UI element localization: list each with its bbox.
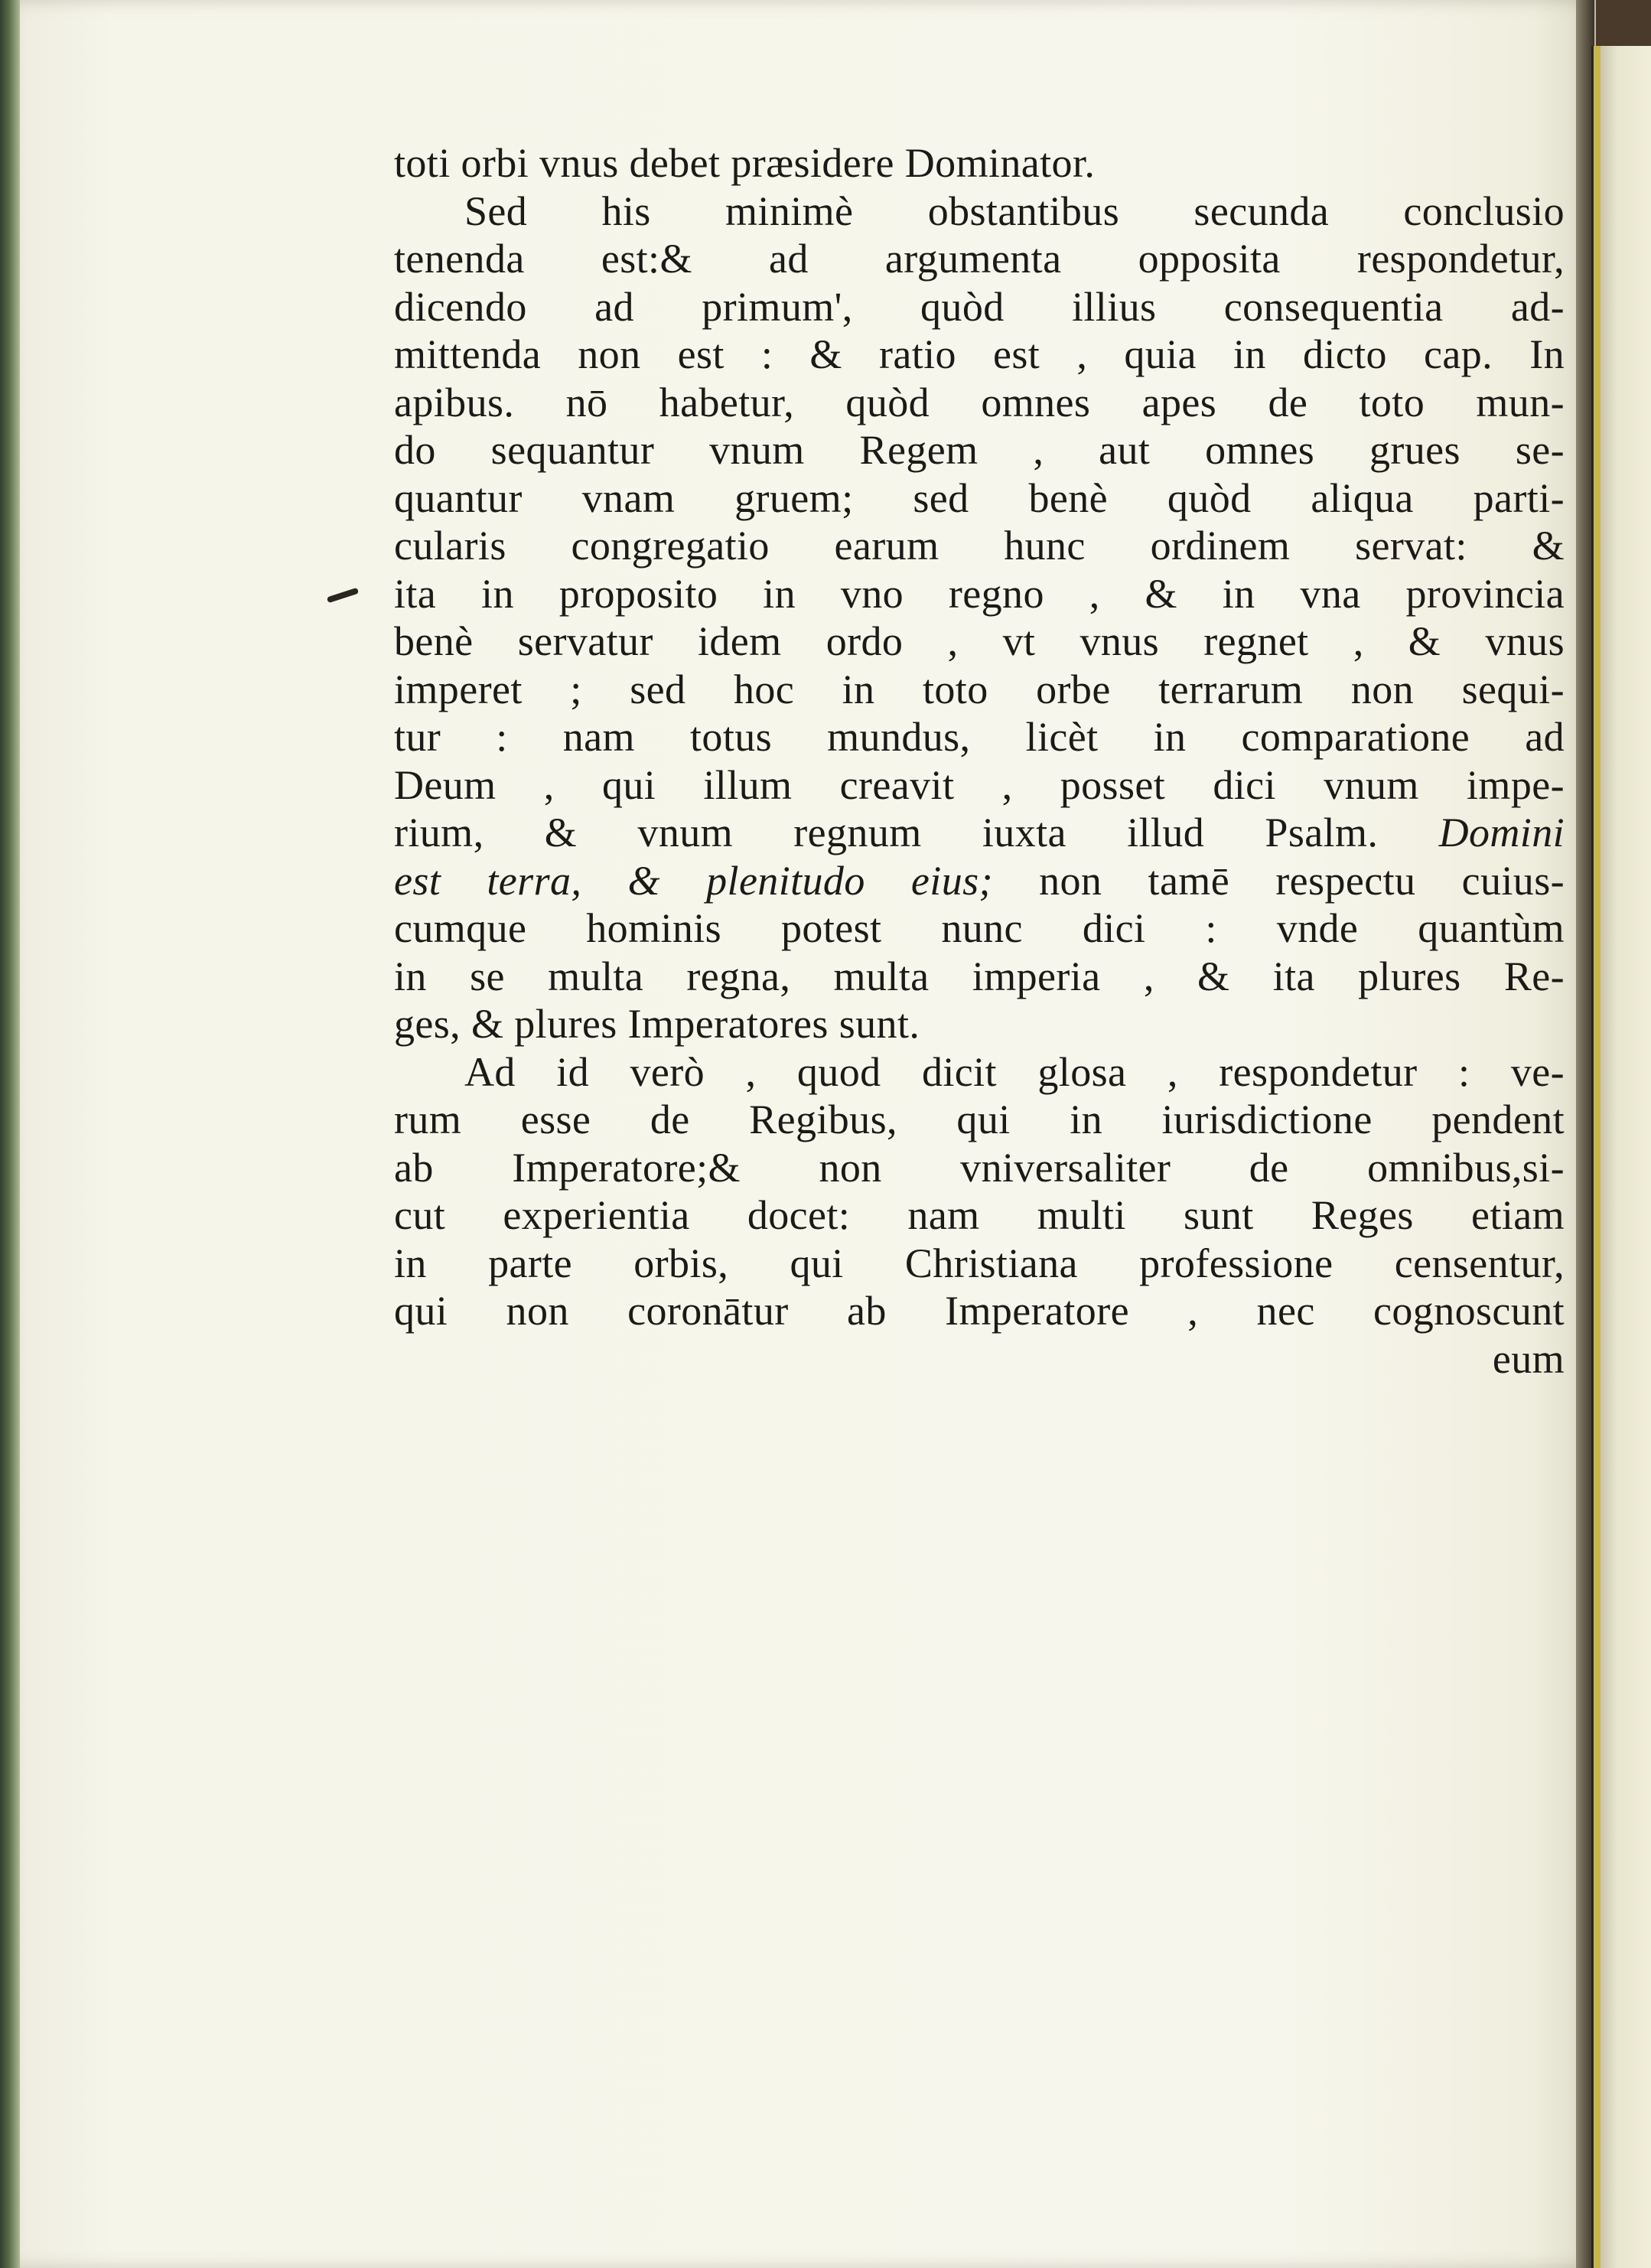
- line-text: dicendo ad primum', quòd illius consequentia ad-: [394, 283, 1565, 330]
- line-text: benè servatur idem ordo , vt vnus regnet , & vnus: [394, 618, 1565, 664]
- line-text: imperet ; sed hoc in toto orbe terrarum non sequi-: [394, 666, 1565, 712]
- line-italic-head: est terra, & plenitudo eius;: [394, 857, 993, 904]
- text-line: [394, 1240, 1565, 1288]
- text-line: [394, 761, 1565, 810]
- line-text: do sequantur vnum Regem , aut omnes grues se-: [394, 427, 1565, 473]
- line-text: cularis congregatio earum hunc ordinem servat: &: [394, 523, 1565, 569]
- page-edge-stripe: [1594, 46, 1601, 2268]
- text-line: [394, 666, 1565, 714]
- text-line: [394, 1191, 1565, 1240]
- text-line: [394, 187, 1565, 236]
- text-line: [394, 474, 1565, 523]
- line-text: qui non coronātur ab Imperatore , nec cognoscunt: [394, 1288, 1565, 1334]
- text-line: [394, 1144, 1565, 1192]
- text-line: [394, 283, 1565, 331]
- line-text: in parte orbis, qui Christiana professione censentur,: [394, 1240, 1565, 1286]
- catchword-text: eum: [1492, 1335, 1565, 1382]
- text-line: [394, 1096, 1565, 1144]
- line-text: quantur vnam gruem; sed benè quòd aliqua parti-: [394, 474, 1565, 521]
- line-text: Ad id verò , quod dicit glosa , respondetur : ve-: [464, 1048, 1565, 1095]
- text-line: [394, 1048, 1565, 1097]
- text-line: [394, 857, 1565, 905]
- text-line: [394, 953, 1565, 1001]
- line-text: ab Imperatore;& non vniversaliter de omnibus,si-: [394, 1144, 1565, 1191]
- text-line: [394, 713, 1565, 761]
- line-text: ita in proposito in vno regno , & in vna provincia: [394, 570, 1565, 617]
- line-text: apibus. nō habetur, quòd omnes apes de toto mun-: [394, 379, 1565, 425]
- line-text: Deum , qui illum creavit , posset dici vnum impe-: [394, 761, 1565, 808]
- text-line: [394, 522, 1565, 570]
- text-line: [394, 809, 1565, 857]
- text-line: [394, 904, 1565, 953]
- text-line: [394, 139, 1565, 187]
- line-text: rium, & vnum regnum iuxta illud Psalm.: [394, 810, 1379, 855]
- text-line: [394, 379, 1565, 427]
- line-text: Sed his minimè obstantibus secunda conclusio: [464, 187, 1565, 234]
- line-text: cumque hominis potest nunc dici : vnde quantùm: [394, 905, 1565, 951]
- page-text: [394, 139, 1565, 1383]
- line-text: cut experientia docet: nam multi sunt Reges etiam: [394, 1192, 1565, 1238]
- text-line: [394, 426, 1565, 474]
- text-line: [394, 618, 1565, 666]
- line-text: tur : nam totus mundus, licèt in comparatione ad: [394, 714, 1565, 760]
- line-text: toti orbi vnus debet præsidere Dominator.: [394, 140, 1096, 186]
- line-text: in se multa regna, multa imperia , & ita plures Re-: [394, 953, 1565, 999]
- line-italic-tail: Domini: [1438, 810, 1565, 855]
- text-line: [394, 235, 1565, 283]
- text-line: [394, 331, 1565, 379]
- line-text: ges, & plures Imperatores sunt.: [394, 1001, 920, 1047]
- line-text: mittenda non est : & ratio est , quia in dicto cap. In: [394, 331, 1565, 377]
- line-text: tenenda est:& ad argumenta opposita respondetur,: [394, 236, 1565, 282]
- text-line: [394, 570, 1565, 618]
- catchword: [394, 1335, 1565, 1383]
- line-text: rum esse de Regibus, qui in iurisdictione pendent: [394, 1097, 1565, 1142]
- text-line: [394, 1000, 1565, 1048]
- text-line: [394, 1287, 1565, 1335]
- line-text: non tamē respectu cuius-: [1039, 857, 1565, 904]
